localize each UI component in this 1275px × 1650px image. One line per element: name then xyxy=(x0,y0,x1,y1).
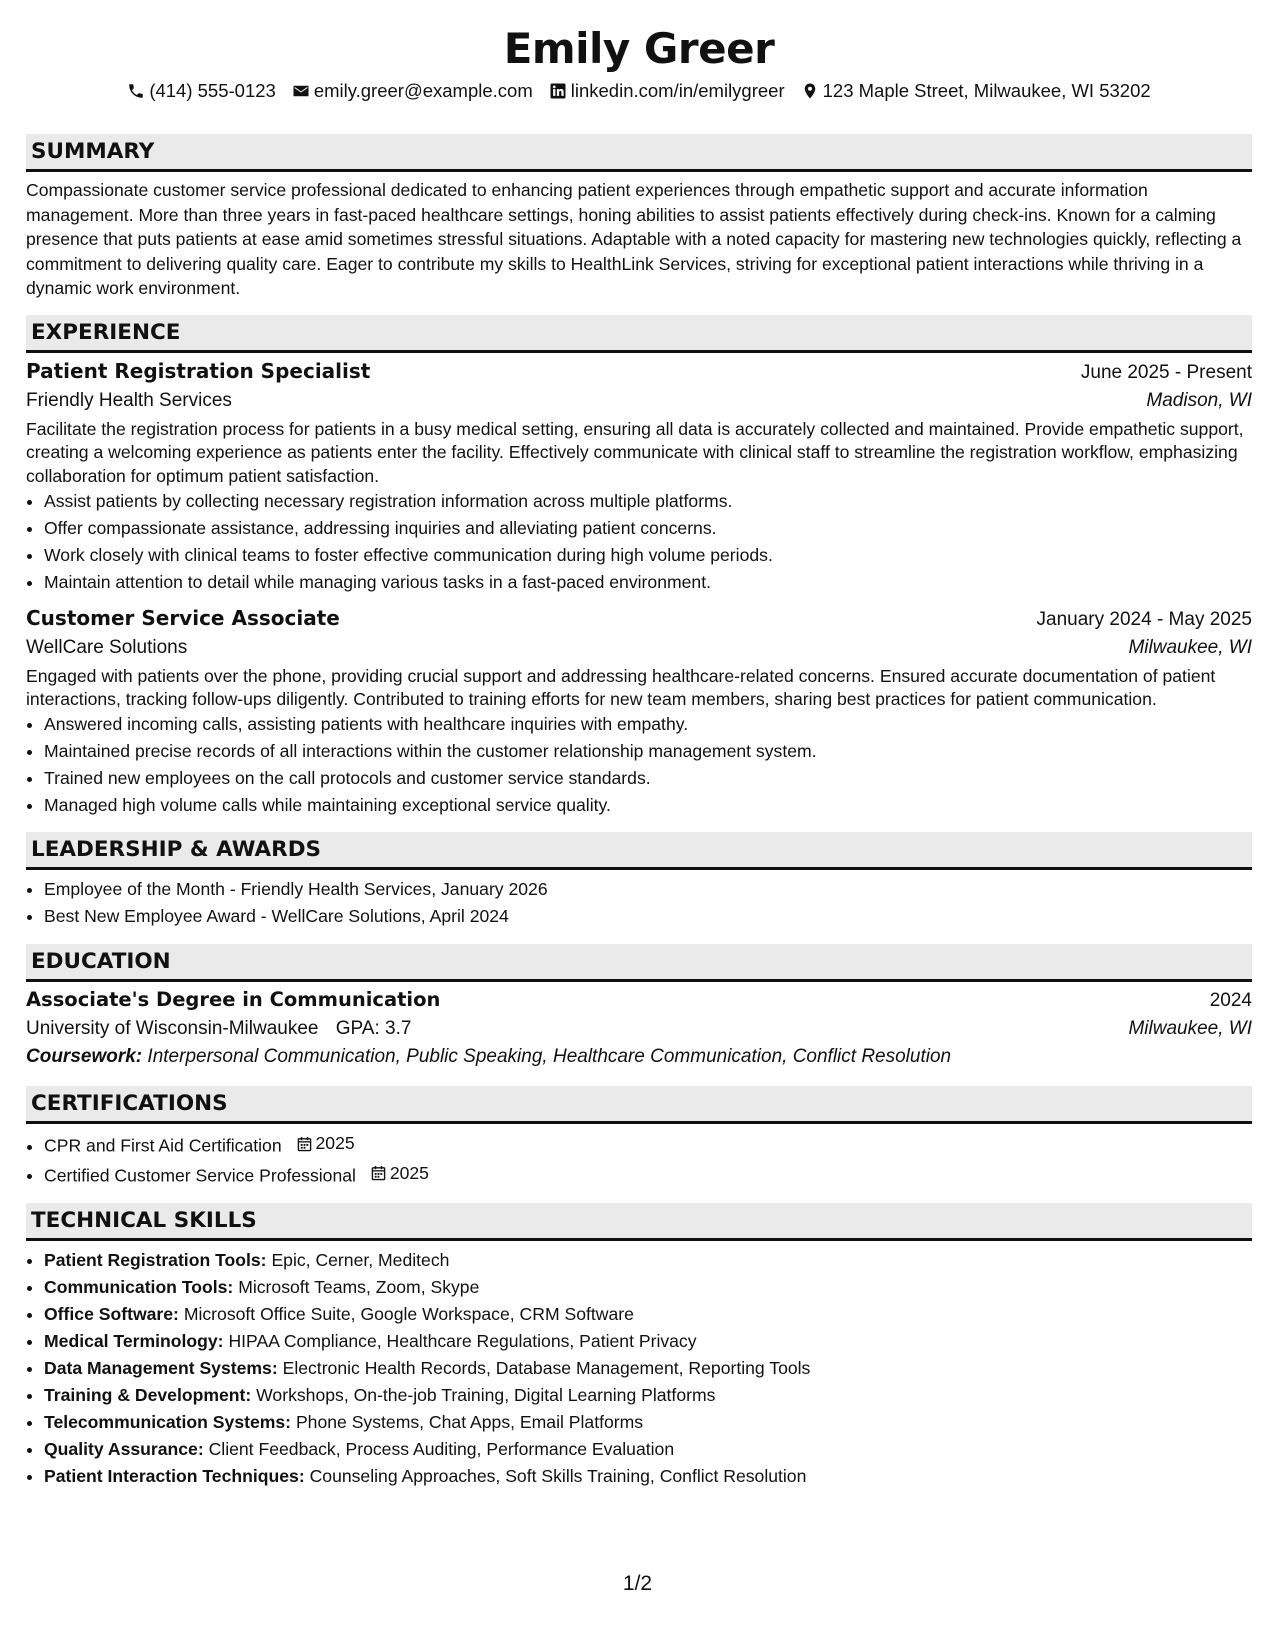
certification-year: 2025 xyxy=(389,1162,429,1183)
list-item: • Maintain attention to detail while managing various tasks in a fast-paced environment. xyxy=(44,569,1252,596)
skill-label: Communication Tools: xyxy=(44,1277,234,1298)
list-item: • Best New Employee Award - WellCare Solutions, April 2024 xyxy=(44,903,1252,930)
awards-list xyxy=(26,876,1252,930)
list-item xyxy=(44,1463,1252,1490)
job-description: Facilitate the registration process for patients in a busy medical setting, ensuring all data is accurately collected and maintained. Provide empathetic support, creating a welcoming experience as patients enter the facility. Effectively communicate with clinical staff to streamline the registration workflow, emphasizing collaboration for optimum patient satisfaction. xyxy=(26,418,1244,486)
skill-value: Client Feedback, Process Auditing, Performance Evaluation xyxy=(208,1439,675,1460)
section-heading-skills: TECHNICAL SKILLS xyxy=(26,1203,1252,1241)
skill-label: Training & Development: xyxy=(44,1385,252,1406)
skill-value: Microsoft Teams, Zoom, Skype xyxy=(238,1277,480,1298)
education-degree-row xyxy=(26,988,1252,1012)
summary-text: Compassionate customer service professional dedicated to enhancing patient experiences through empathetic support and accurate information management. More than three years in fast-paced healthcare settings, honing abilities to assist patients effectively during check-ins. Known for a calming presence that puts patients at ease amid sometimes stressful situations. Adaptable with a noted capacity for mastering new technologies quickly, reflecting a commitment to delivering quality care. Eager to contribute my skills to HealthLink Services, striving for exceptional patient interactions while thriving in a dynamic work environment. xyxy=(26,180,1242,299)
list-item xyxy=(44,1382,1252,1409)
job-dates: June 2025 - Present xyxy=(1080,361,1252,383)
job-company-row xyxy=(26,390,1252,412)
list-item: • Answered incoming calls, assisting patients with healthcare inquiries with empathy. xyxy=(44,711,1252,738)
list-item xyxy=(44,1160,1252,1190)
education-degree: Associate's Degree in Communication xyxy=(26,988,441,1012)
job-location: Milwaukee, WI xyxy=(1128,636,1252,658)
education-school-wrap xyxy=(26,1018,411,1040)
list-item xyxy=(44,1130,1252,1160)
calendar-icon xyxy=(371,1165,386,1181)
job-title: Customer Service Associate xyxy=(26,605,340,630)
certification-name: Certified Customer Service Professional xyxy=(44,1165,356,1186)
job-title-row xyxy=(26,359,1252,384)
contact-address xyxy=(801,80,1151,102)
list-item xyxy=(44,1274,1252,1301)
education-school-row xyxy=(26,1018,1252,1040)
list-item xyxy=(44,1436,1252,1463)
skill-label: Data Management Systems: xyxy=(44,1358,278,1379)
list-item: • Assist patients by collecting necessary registration information across multiple platforms. xyxy=(44,488,1252,515)
section-heading-summary: SUMMARY xyxy=(26,134,1252,172)
job-title: Patient Registration Specialist xyxy=(26,358,371,383)
certification-date xyxy=(371,1160,429,1187)
education-entry xyxy=(26,988,1252,1068)
contact-bar xyxy=(26,78,1252,104)
education-gpa: GPA: 3.7 xyxy=(335,1018,412,1040)
contact-email-text[interactable]: emily.greer@example.com xyxy=(313,80,533,101)
skill-value: Electronic Health Records, Database Management, Reporting Tools xyxy=(282,1358,811,1379)
job-dates: January 2024 - May 2025 xyxy=(1036,608,1252,630)
calendar-icon xyxy=(297,1136,312,1152)
contact-phone xyxy=(127,80,276,102)
skills-list xyxy=(26,1247,1252,1490)
skill-value: Phone Systems, Chat Apps, Email Platforms xyxy=(295,1412,644,1433)
contact-linkedin[interactable] xyxy=(549,80,785,102)
education-location: Milwaukee, WI xyxy=(1128,1018,1252,1040)
coursework-list: Interpersonal Communication, Public Speaking, Healthcare Communication, Conflict Resolution xyxy=(147,1046,952,1068)
contact-email[interactable] xyxy=(292,80,533,102)
contact-linkedin-text[interactable]: linkedin.com/in/emilygreer xyxy=(570,80,785,101)
skill-value: Epic, Cerner, Meditech xyxy=(271,1250,450,1271)
job-entry xyxy=(26,606,1252,820)
list-item xyxy=(44,1301,1252,1328)
education-year: 2024 xyxy=(1209,990,1252,1012)
list-item: • Managed high volume calls while maintaining exceptional service quality. xyxy=(44,792,1252,819)
job-company: WellCare Solutions xyxy=(26,636,188,658)
job-location: Madison, WI xyxy=(1146,389,1252,411)
map-pin-icon xyxy=(801,82,819,100)
list-item: • Trained new employees on the call protocols and customer service standards. xyxy=(44,765,1252,792)
certification-year: 2025 xyxy=(315,1133,355,1154)
skill-label: Quality Assurance: xyxy=(44,1439,204,1460)
list-item: • Employee of the Month - Friendly Health Services, January 2026 xyxy=(44,876,1252,903)
contact-phone-text: (414) 555-0123 xyxy=(149,80,276,101)
list-item xyxy=(44,1355,1252,1382)
skill-value: Counseling Approaches, Soft Skills Training, Conflict Resolution xyxy=(309,1466,807,1487)
phone-icon xyxy=(127,82,145,100)
job-company: Friendly Health Services xyxy=(26,389,232,411)
certification-date xyxy=(297,1130,355,1157)
job-bullets xyxy=(26,711,1252,819)
list-item: • Work closely with clinical teams to foster effective communication during high volume periods. xyxy=(44,542,1252,569)
resume-name: Emily Greer xyxy=(503,24,775,73)
job-title-row xyxy=(26,606,1252,631)
certification-name: CPR and First Aid Certification xyxy=(44,1135,282,1156)
section-heading-certifications: CERTIFICATIONS xyxy=(26,1086,1252,1124)
skill-label: Office Software: xyxy=(44,1304,179,1325)
contact-address-text: 123 Maple Street, Milwaukee, WI 53202 xyxy=(822,80,1151,101)
list-item xyxy=(44,1247,1252,1274)
envelope-icon xyxy=(292,82,310,100)
list-item: • Maintained precise records of all interactions within the customer relationship management system. xyxy=(44,738,1252,765)
skill-value: Microsoft Office Suite, Google Workspace, CRM Software xyxy=(183,1304,634,1325)
skill-label: Patient Interaction Techniques: xyxy=(44,1466,305,1487)
linkedin-icon xyxy=(549,82,567,100)
section-heading-awards: LEADERSHIP & AWARDS xyxy=(26,832,1252,870)
section-heading-experience: EXPERIENCE xyxy=(26,315,1252,353)
job-company-row xyxy=(26,637,1252,659)
job-entry xyxy=(26,359,1252,596)
education-coursework xyxy=(26,1046,1252,1068)
skill-label: Medical Terminology: xyxy=(44,1331,224,1352)
job-description: Engaged with patients over the phone, providing crucial support and addressing healthcare-related concerns. Ensured accurate documentation of patient interactions, tracking follow-ups diligently. Contributed to training efforts for new team members, sharing best practices for patient communication. xyxy=(26,665,1216,710)
list-item xyxy=(44,1328,1252,1355)
page-number: 1/2 xyxy=(622,1572,653,1595)
skill-value: Workshops, On-the-job Training, Digital Learning Platforms xyxy=(256,1385,716,1406)
skill-label: Patient Registration Tools: xyxy=(44,1250,267,1271)
skill-value: HIPAA Compliance, Healthcare Regulations, Patient Privacy xyxy=(228,1331,697,1352)
list-item xyxy=(44,1409,1252,1436)
list-item: • Offer compassionate assistance, addressing inquiries and alleviating patient concerns. xyxy=(44,515,1252,542)
certifications-list xyxy=(26,1130,1252,1189)
coursework-label: Coursework: xyxy=(26,1046,143,1068)
skill-label: Telecommunication Systems: xyxy=(44,1412,292,1433)
section-heading-education: EDUCATION xyxy=(26,944,1252,982)
job-bullets xyxy=(26,488,1252,596)
education-school: University of Wisconsin-Milwaukee xyxy=(26,1018,319,1040)
